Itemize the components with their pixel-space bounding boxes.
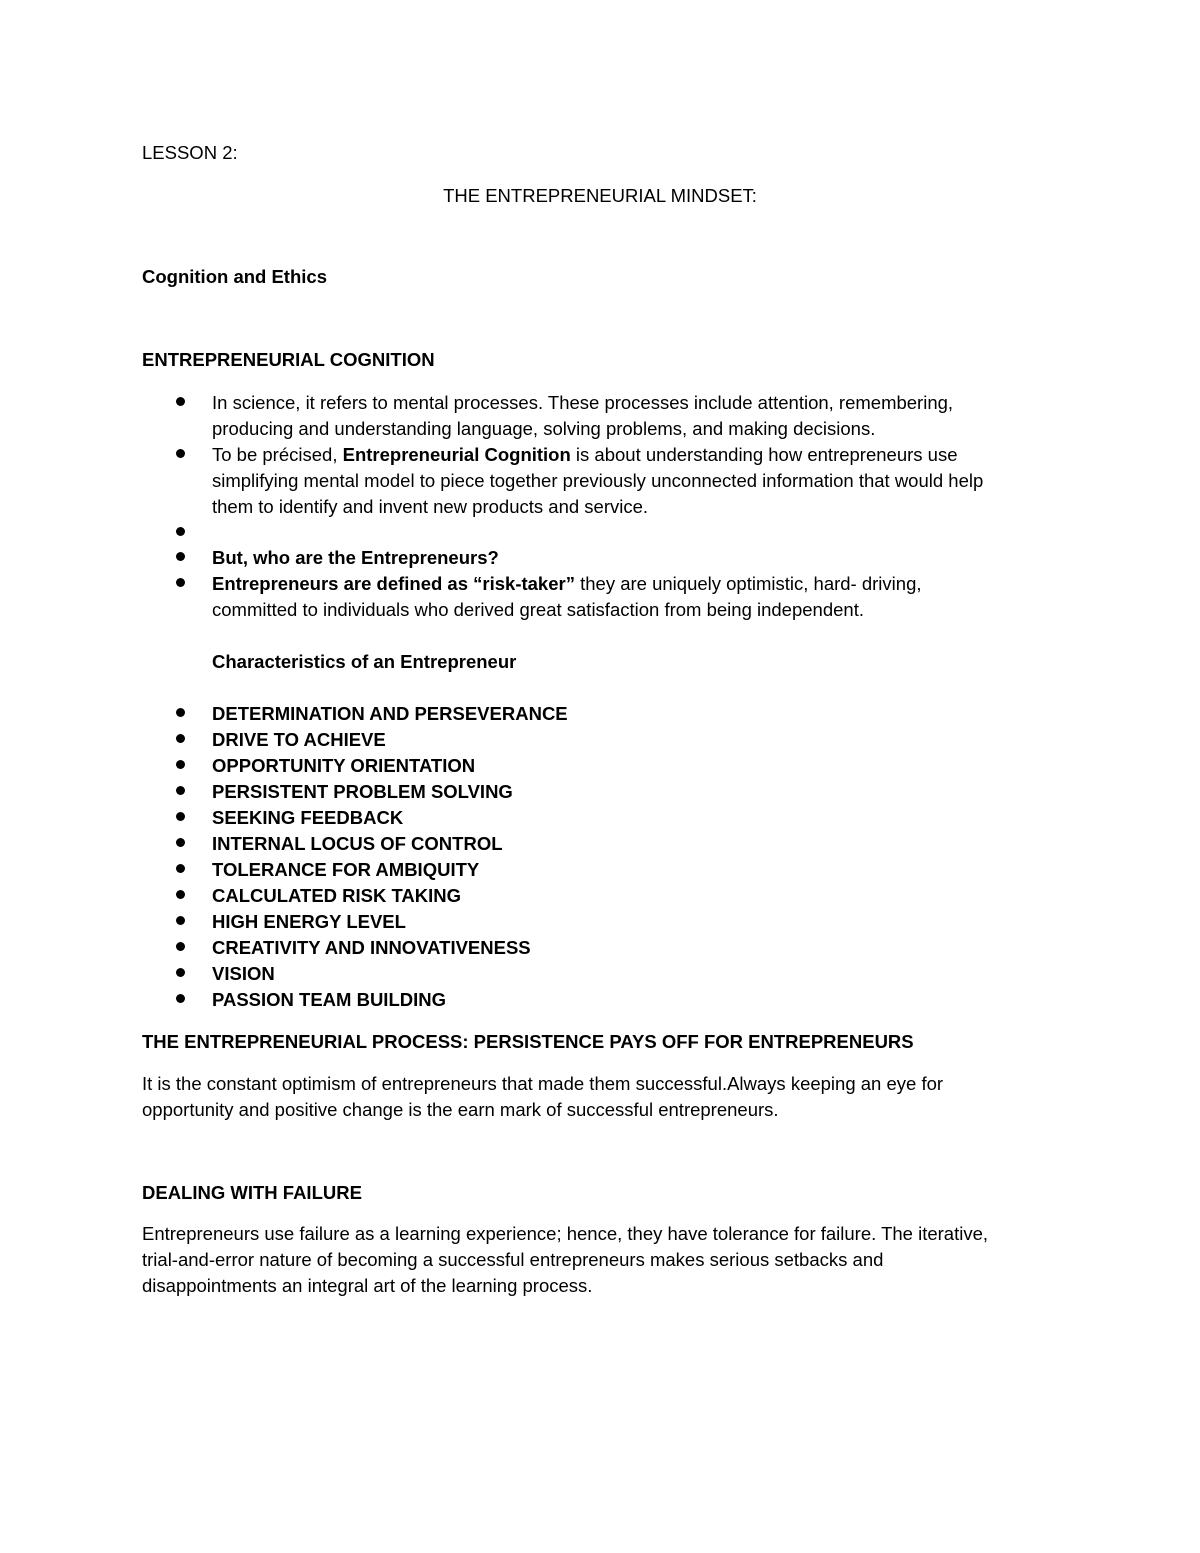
bullet-icon: [176, 942, 185, 951]
process-paragraph-line-2: opportunity and positive change is the earn mark of successful entrepreneurs.: [142, 1099, 779, 1120]
characteristic-item: CREATIVITY AND INNOVATIVENESS: [212, 937, 531, 958]
page-title: THE ENTREPRENEURIAL MINDSET:: [443, 185, 757, 206]
characteristic-item: DRIVE TO ACHIEVE: [212, 729, 386, 750]
characteristic-item: INTERNAL LOCUS OF CONTROL: [212, 833, 503, 854]
bullet-2-line-2: simplifying mental model to piece together previously unconnected information that would help: [212, 470, 984, 491]
bullet-2-prefix: To be précised,: [212, 444, 343, 465]
characteristic-item: HIGH ENERGY LEVEL: [212, 911, 406, 932]
bullet-icon: [176, 552, 185, 561]
bullet-icon: [176, 708, 185, 717]
cognition-heading: ENTREPRENEURIAL COGNITION: [142, 349, 435, 370]
bullet-icon: [176, 864, 185, 873]
bullet-icon: [176, 527, 185, 536]
characteristic-item: OPPORTUNITY ORIENTATION: [212, 755, 476, 776]
bullet-5-line-1: [212, 571, 922, 597]
bullet-2-line-3: them to identify and invent new products and service.: [212, 496, 649, 517]
characteristic-item: CALCULATED RISK TAKING: [212, 885, 462, 906]
bullet-4-question: But, who are the Entrepreneurs?: [212, 547, 499, 568]
process-paragraph-line-1: It is the constant optimism of entrepreneurs that made them successful.Always keeping an eye for: [142, 1073, 944, 1094]
bullet-2-suffix: is about understanding how entrepreneurs use: [570, 444, 958, 465]
section-heading: Cognition and Ethics: [142, 266, 327, 287]
bullet-icon: [176, 397, 185, 406]
bullet-2-bold-term: Entrepreneurial Cognition: [342, 444, 571, 465]
bullet-1-line-1: In science, it refers to mental processes. These processes include attention, remembering,: [212, 392, 954, 413]
bullet-2-line-1: [212, 442, 958, 468]
bullet-icon: [176, 994, 185, 1003]
characteristic-item: PASSION TEAM BUILDING: [212, 989, 446, 1010]
bullet-icon: [176, 760, 185, 769]
characteristic-item: DETERMINATION AND PERSEVERANCE: [212, 703, 568, 724]
bullet-icon: [176, 812, 185, 821]
bullet-icon: [176, 890, 185, 899]
bullet-icon: [176, 449, 185, 458]
characteristic-item: TOLERANCE FOR AMBIQUITY: [212, 859, 480, 880]
failure-heading: DEALING WITH FAILURE: [142, 1182, 362, 1203]
bullet-icon: [176, 786, 185, 795]
characteristic-item: PERSISTENT PROBLEM SOLVING: [212, 781, 513, 802]
bullet-1-line-2: producing and understanding language, solving problems, and making decisions.: [212, 418, 876, 439]
characteristic-item: SEEKING FEEDBACK: [212, 807, 404, 828]
bullet-icon: [176, 968, 185, 977]
bullet-icon: [176, 578, 185, 587]
bullet-5-bold-term: Entrepreneurs are defined as “risk-taker”: [212, 573, 575, 594]
bullet-icon: [176, 838, 185, 847]
failure-paragraph-line-2: trial-and-error nature of becoming a successful entrepreneurs makes serious setbacks and: [142, 1249, 884, 1270]
bullet-icon: [176, 916, 185, 925]
characteristics-heading: Characteristics of an Entrepreneur: [212, 651, 517, 672]
lesson-label: LESSON 2:: [142, 142, 238, 163]
bullet-icon: [176, 734, 185, 743]
bullet-5-line-2: committed to individuals who derived great satisfaction from being independent.: [212, 599, 864, 620]
bullet-5-suffix: they are uniquely optimistic, hard- driving,: [574, 573, 922, 594]
failure-paragraph-line-3: disappointments an integral art of the learning process.: [142, 1275, 593, 1296]
process-heading: THE ENTREPRENEURIAL PROCESS: PERSISTENCE PAYS OFF FOR ENTREPRENEURS: [142, 1031, 914, 1052]
characteristic-item: VISION: [212, 963, 275, 984]
failure-paragraph-line-1: Entrepreneurs use failure as a learning experience; hence, they have tolerance for failure. The iterative,: [142, 1223, 989, 1244]
